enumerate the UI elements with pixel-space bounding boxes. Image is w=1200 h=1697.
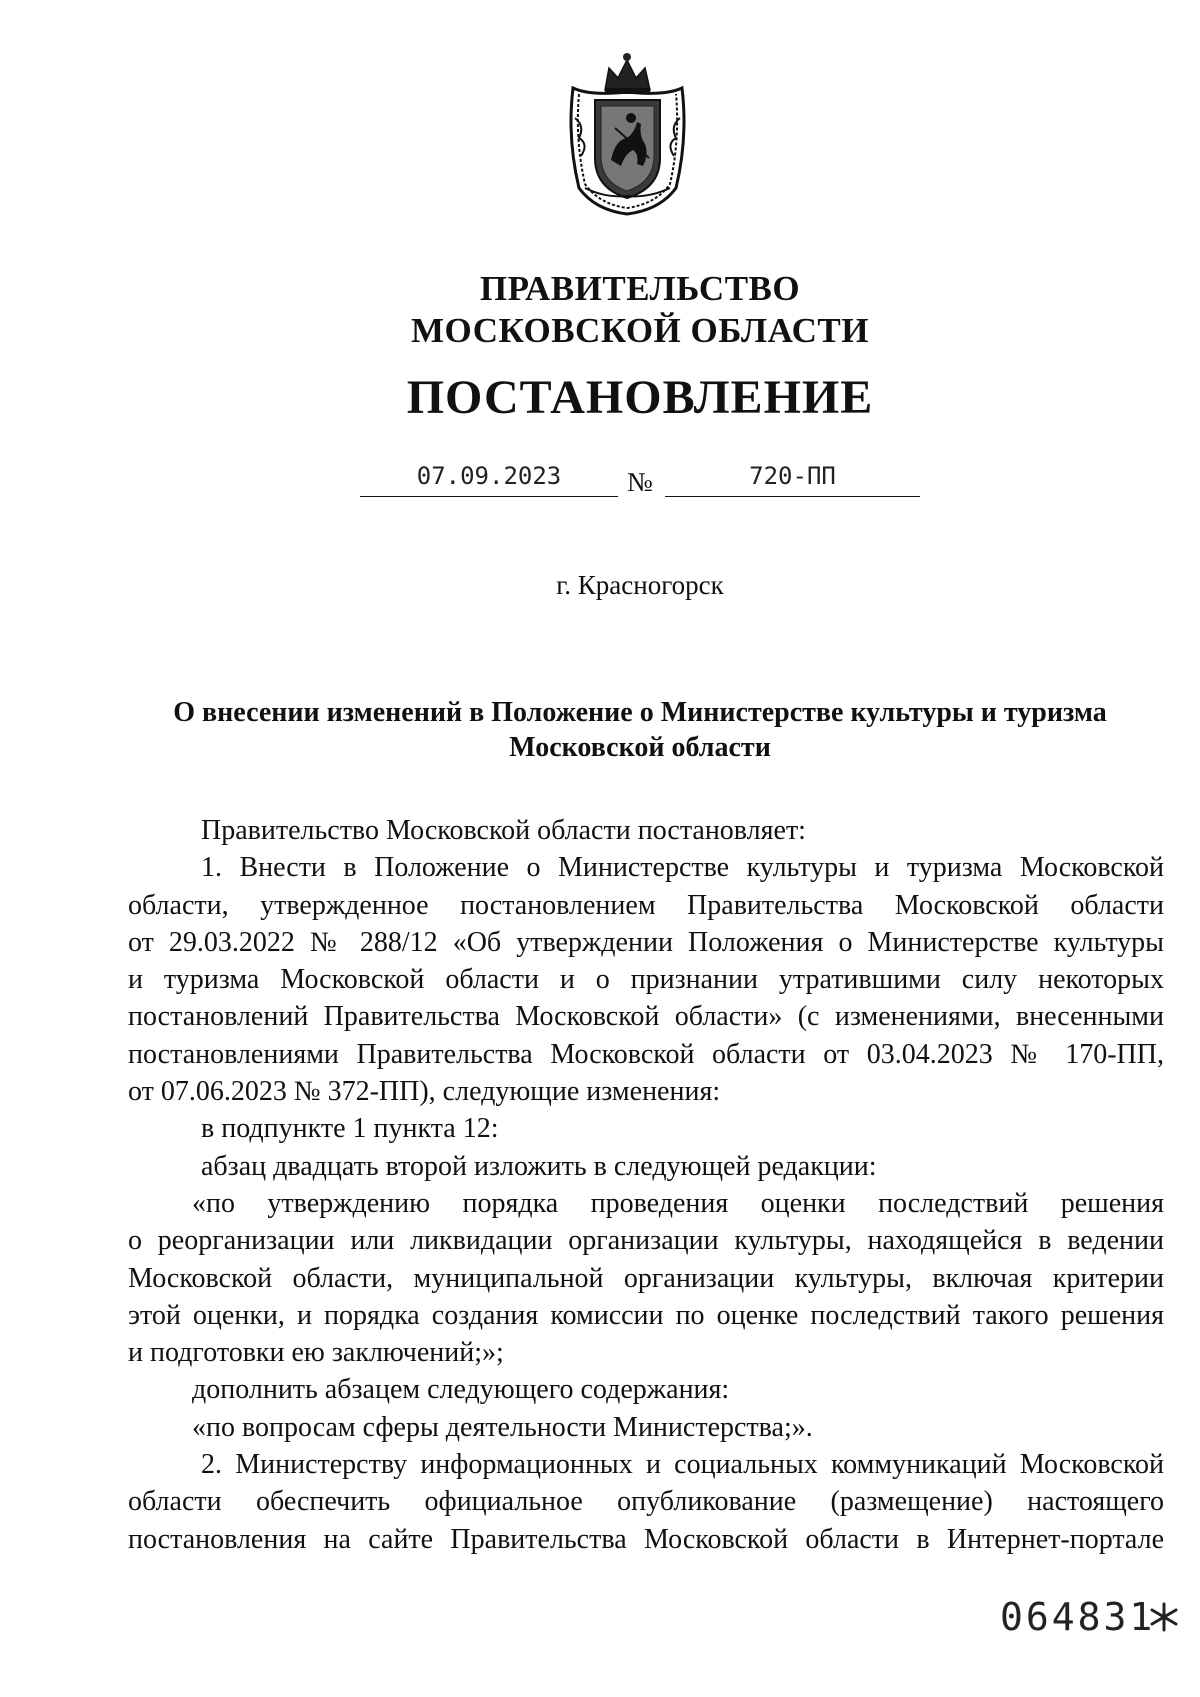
coat-of-arms-icon <box>565 48 690 216</box>
decree-subject-line2: Московской области <box>509 732 771 763</box>
body-line: постановления на сайте Правительства Московской области в Интернет-портале <box>128 1523 1164 1555</box>
body-line: 2. Министерству информационных и социальных коммуникаций Московской <box>201 1449 1164 1481</box>
decree-subject-line1: О внесении изменений в Положение о Министерстве культуры и туризма <box>173 697 1107 728</box>
decree-date-field: 07.09.2023 <box>360 460 618 497</box>
body-line: абзац двадцать второй изложить в следующей редакции: <box>201 1150 877 1182</box>
body-line: о реорганизации или ликвидации организации культуры, находящейся в ведении <box>128 1225 1164 1257</box>
body-line: в подпункте 1 пункта 12: <box>201 1113 499 1145</box>
government-name-line1: ПРАВИТЕЛЬСТВО <box>479 269 801 308</box>
serial-number: 064831 <box>1000 1595 1156 1639</box>
body-line: этой оценки, и порядка создания комиссии по оценке последствий такого решения <box>128 1299 1164 1331</box>
government-name <box>300 268 980 352</box>
asterisk-mark-icon <box>1148 1601 1180 1633</box>
body-line: и туризма Московской области и о признании утратившими силу некоторых <box>128 964 1164 996</box>
government-name-line2: МОСКОВСКОЙ ОБЛАСТИ <box>411 311 869 350</box>
body-line: Московской области, муниципальной организации культуры, включая критерии <box>128 1262 1164 1294</box>
decree-subject <box>160 695 1120 765</box>
body-line: 1. Внести в Положение о Министерстве культуры и туризма Московской <box>201 852 1164 884</box>
body-line: Правительство Московской области постановляет: <box>201 815 806 846</box>
number-sign: № <box>627 467 653 497</box>
body-line: «по утверждению порядка проведения оценки последствий решения <box>192 1187 1164 1219</box>
body-line: «по вопросам сферы деятельности Министерства;». <box>192 1411 813 1443</box>
document-type-heading: ПОСТАНОВЛЕНИЕ <box>406 371 874 424</box>
body-line: области, утвержденное постановлением Правительства Московской области <box>128 889 1164 921</box>
body-line: области обеспечить официальное опубликование (размещение) настоящего <box>128 1486 1164 1518</box>
city-line: г. Красногорск <box>556 570 724 600</box>
body-line: дополнить абзацем следующего содержания: <box>192 1374 730 1406</box>
body-line: от 29.03.2022 № 288/12 «Об утверждении Положения о Министерстве культуры <box>128 926 1164 958</box>
decree-body <box>128 812 1164 1558</box>
body-line: и подготовки ею заключений;»; <box>128 1337 504 1369</box>
decree-number-field: 720-ПП <box>665 460 920 497</box>
body-line: от 07.06.2023 № 372-ПП), следующие изменения: <box>128 1076 721 1108</box>
body-line: постановлений Правительства Московской области» (с изменениями, внесенными <box>128 1001 1164 1033</box>
registration-row <box>0 460 1200 510</box>
body-line: постановлениями Правительства Московской области от 03.04.2023 № 170-ПП, <box>128 1038 1164 1070</box>
